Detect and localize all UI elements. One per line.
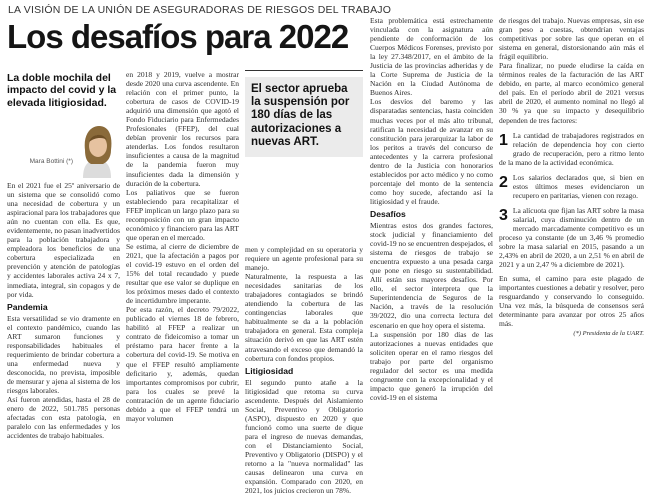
- author-name: Mara Bottini (*): [29, 158, 73, 165]
- item-text: La alícuota que fijan las ART sobre la masa salarial, cuya disminución dentro de un mercado marcadamente competitivo es un proceso ya constante (de un 3,46 % promedio sobre la masa salarial en 2015, pasando a un 2,43% en abril de 2020, a un 2,51 % en abril de 2021 y a un 2,47 % a diciembre de 2021).: [499, 205, 644, 270]
- callout-text: El sector aprueba la suspensión por 180 días de las autorizaciones a nuevas ART.: [251, 83, 350, 148]
- column-5: [499, 16, 644, 469]
- paragraph: Esta versatilidad se vio dramente en el contexto pandémico, cuando las ART sumaron funciones y responsabilidades habituales el requerimiento de brindar cobertura a una enfermedad nueva y desconocida, no prevista, imposible de mensurar y ajena al sistema de los riesgos laborales.: [7, 313, 120, 395]
- column-2: [126, 70, 239, 469]
- paragraph: Así fueron atendidas, hasta el 28 de enero de 2022, 501.785 personas afectadas con esta patología, en paralelo con las enfermedades y los accidentes de trabajo habituales.: [7, 395, 120, 441]
- headline: Los desafíos para 2022: [7, 18, 349, 55]
- paragraph: Esta problemática está estrechamente vinculada con la asignatura aún pendiente de conformación de los Cuerpos Médicos Forenses, previsto por la ley 27.348/2017, en el ámbito de la Justicia de las provincias adheridas y de la Corte Suprema de Justicia de la Nación en la Ciudad Autónoma de Buenos Aires.: [370, 16, 493, 98]
- item-number: 2: [499, 173, 508, 191]
- subheading-desafios: Desafíos: [370, 208, 406, 219]
- column-4: [370, 16, 493, 469]
- paragraph: Los desvíos del baremo y las disparatadas sentencias, hasta coinciden muchas veces por el más alto tribunal, ratifican la necesidad de avanzar en su constitución para jerarquizar la labor de los peritos a través del concurso de antecedentes y la carrera profesional dentro de la Justicia con honorarios establecidos por acto médico y no como porcentaje del monto de la sentencia como hoy sucede, afectando así la litigiosidad y el fraude.: [370, 97, 493, 206]
- column-3: [245, 245, 363, 495]
- paragraph: de riesgos del trabajo. Nuevas empresas, sin ese gran peso a cuestas, obtendrían ventajas competitivas por sobre las que operan en el sistema en general, distorsionando aún más el frágil equilibrio.: [499, 16, 644, 62]
- paragraph: men y complejidad en su operatoria y requiere un agente profesional para su manejo.: [245, 245, 363, 273]
- numbered-item-1: [499, 131, 644, 167]
- item-text: Los salarios declarados que, si bien en estos últimos meses evidenciaron un recupero en paritarias, vienen con rezago.: [512, 172, 644, 200]
- item-text: La cantidad de trabajadores registrados en relación de dependencia hoy con cierto grado de recuperación, pero a ritmo lento de la mano de la actividad económica.: [499, 130, 644, 167]
- paragraph: en 2018 y 2019, vuelve a mostrar desde 2020 una curva ascendente. En relación con el primer punto, la cobertura de casos de COVID-19 adquirió una dimensión que agotó el Fondo Fiduciario para Enfermedades Profesionales (FFEP), del cual debían provenir los recursos para atenderlas. Los fondos resultaron insuficientes a causa de la magnitud de la pandemia fueron muy insuficientes dada la dimensión y duración de la cobertura.: [126, 70, 239, 188]
- paragraph: El segundo punto atañe a la litigiosidad que retoma su curva ascendente. Después del Aislamiento Social, Preventivo y Obligatorio (ASPO), dispuesto en 2020 y que funcionó como una suerte de dique para el ingreso de nuevas demandas, con el Distanciamiento Social, Preventivo y Obligatorio (DISPO) y el retorno a la "nueva normalidad" las causas delinearon una curva en expansión. Comparado con 2020, en 2021, los juicios crecieron un 78%.: [245, 377, 363, 495]
- callout-box: [245, 70, 363, 238]
- paragraph: En suma, el camino para este plagado de importantes cuestiones a debatir y resolver, pero resguardando y conservando lo conseguido. Una vez más, la búsqueda de consensos será determinante para avanzar por otros 25 años más.: [499, 274, 644, 329]
- paragraph: En el 2021 fue el 25º aniversario de un sistema que se consolidó como una necesidad de cobertura y un aspiracional para los trabajadores que aún no cuentan con ella. Es que, evidentemente, no pasan inadvertidos para la población trabajadora y empleadora los beneficios de una cobertura especializada en prevención y atención de patologías y accidentes laborales activa 24 x 7, inmediata, integral, sin copagos y de por vida.: [7, 181, 120, 299]
- author-block: [7, 120, 120, 178]
- item-number: 1: [499, 131, 508, 149]
- paragraph: Mientras estos dos grandes factores, stock judicial y financiamiento del covid-19 no se encuentren despejados, el sistema de riesgos de trabajo se encuentra expuesto a una pesada carga que pone en riesgo su sustentabilidad. Allí están sus mayores desafíos. Por ello, el sector interpreta que la Superintendencia de Seguros de la Nación, a través de la resolución 39/2022, dio una correcta lectura del escenario en que hoy opera el sistema.: [370, 220, 493, 330]
- paragraph: Se estima, al cierre de diciembre de 2021, que la afectación a pagos por el covid-19 estuvo en el orden del 15% del total recaudado y puede resultar que ese valor se duplique en los próximos meses dado el contexto de incertidumbre imperante.: [126, 241, 239, 306]
- paragraph: Por esta razón, el decreto 79/2022, publicado el viernes 18 de febrero, habilitó al FFEP a realizar un contrato de fideicomiso a tomar un préstamo para hacer frente a la cobertura del covid-19. Se motiva en que el FFEP resultó ampliamente deficitario y, además, quedan importantes compromisos por cubrir, para los cuales se prevé la contratación de un agente fiduciario debido a que el FFEP tendrá un mayor volumen: [126, 305, 239, 423]
- numbered-item-2: [499, 173, 644, 200]
- subheading-pandemia: Pandemia: [7, 301, 48, 312]
- paragraph: La suspensión por 180 días de las autorizaciones a nuevas entidades que soliciten operar en el ramo riesgos del trabajo por parte del organismo regulador del sector es una medida congruente con la excepcionalidad y el impacto que generó la irrupción del covid-19 en el sistema: [370, 329, 493, 402]
- item-number: 3: [499, 206, 508, 224]
- numbered-item-3: [499, 206, 644, 269]
- paragraph: Para finalizar, no puede eludirse la caída en términos reales de la facturación de las ART debido, en parte, al marco económico general del país. En el período abril de 2021 versus abril de 2020, el aumento nominal no llegó al 30 % ya que su impacto y desequilibrio dependen de tres factores:: [499, 61, 644, 125]
- column-1: [7, 181, 120, 469]
- paragraph: Los paliativos que se fueron estableciendo para recapitalizar el FFEP implican un largo plazo para su recomposición con un gran impacto económico y financiero para las ART que operan en el mercado.: [126, 187, 239, 242]
- author-signature: (*) Presidenta de la UART.: [573, 329, 644, 337]
- deck: La doble mochila del impacto del covid y la elevada litigiosidad.: [7, 72, 117, 109]
- author-portrait: [73, 120, 121, 178]
- kicker: LA VISIÓN DE LA UNIÓN DE ASEGURADORAS DE RIESGOS DEL TRABAJO: [8, 4, 392, 16]
- paragraph: Naturalmente, la respuesta a las necesidades sanitarias de los trabajadores contagiados se brindó atendiendo la cobertura de las contingencias laborales que habitualmente se da a la población trabajadora en general. Esta compleja situación derivó en que las ART estén atravesando el exceso que demandó la cobertura con fondos propios.: [245, 272, 363, 363]
- subheading-litigiosidad: Litigiosidad: [245, 365, 294, 376]
